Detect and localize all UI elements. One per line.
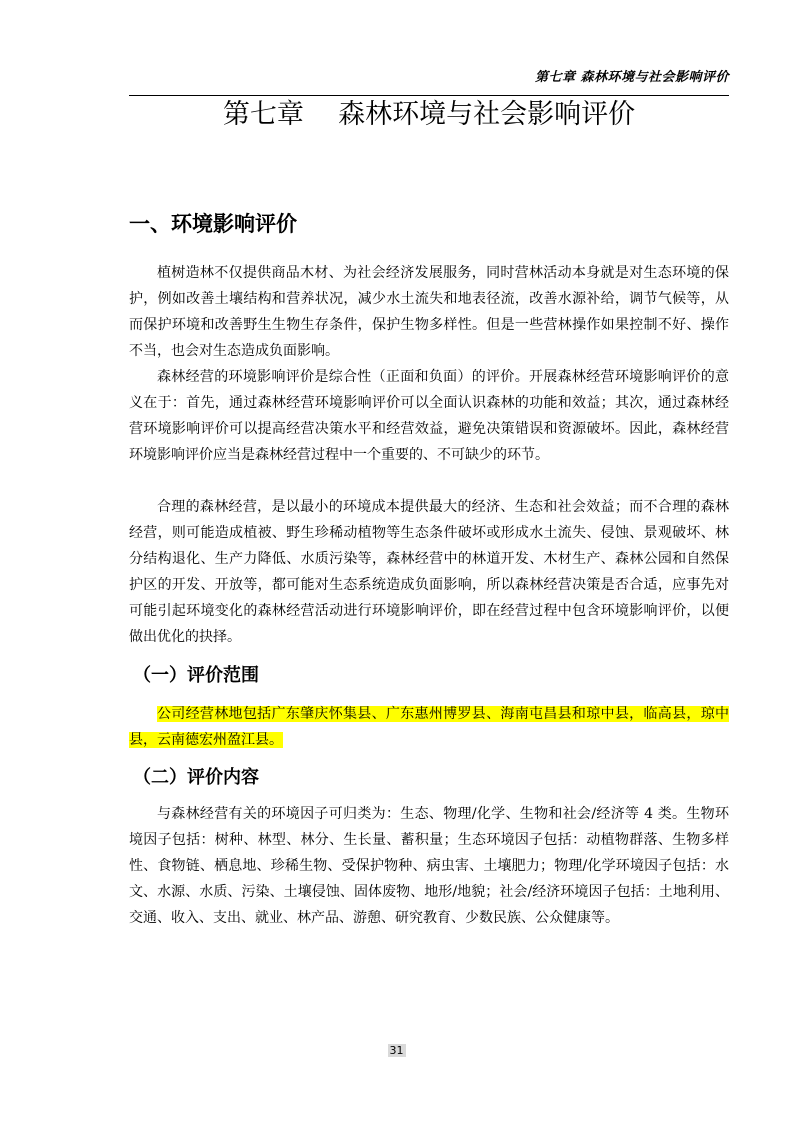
content-paragraph: 与森林经营有关的环境因子可归类为：生态、物理/化学、生物和社会/经济等 4 类。生物环境因子包括：树种、林型、林分、生长量、蓄积量；生态环境因子包括：动植物群落、生物多样性、食物链、栖息地、珍稀生物、受保护物种、病虫害、土壤肥力；物理/化学环境因子包括：水文、水源、水质、污染、土壤侵蚀、固体废物、地形/地貌；社会/经济环境因子包括：土地利用、交通、收入、支出、就业、林产品、游憩、研究教育、少数民族、公众健康等。 <box>129 806 729 926</box>
section-heading: 一、环境影响评价 <box>129 212 297 236</box>
running-header: 第七章 森林环境与社会影响评价 <box>534 70 729 85</box>
page-number-label: 31 <box>389 1044 404 1057</box>
paragraph-3: 合理的森林经营，是以最小的环境成本提供最大的经济、生态和社会效益；而不合理的森林经营，则可能造成植被、野生珍稀动植物等生态条件破坏或形成水土流失、侵蚀、景观破坏、林分结构退化、生产力降低、水质污染等，森林经营中的林道开发、木材生产、森林公园和自然保护区的开发、开放等，都可能对生态系统造成负面影响，所以森林经营决策是否合适，应事先对可能引起环境变化的森林经营活动进行环境影响评价，即在经营过程中包含环境影响评价，以便做出优化的抉择。 <box>129 499 729 645</box>
subsection-heading-scope: （一）评价范围 <box>133 665 259 686</box>
highlighted-scope-text: 公司经营林地包括广东肇庆怀集县、广东惠州博罗县、海南屯昌县和琼中县，临高县，琼中县，云南德宏州盈江县。 <box>129 706 729 748</box>
scope-paragraph <box>129 701 729 753</box>
paragraph-2: 森林经营的环境影响评价是综合性（正面和负面）的评价。开展森林经营环境影响评价的意义在于：首先，通过森林经营环境影响评价可以全面认识森林的功能和效益；其次，通过森林经营环境影响评价可以提高经营决策水平和经营效益，避免决策错误和资源破坏。因此，森林经营环境影响评价应当是森林经营过程中一个重要的、不可缺少的环节。 <box>129 369 729 463</box>
chapter-title: 第七章 森林环境与社会影响评价 <box>222 99 636 130</box>
page-number <box>0 1043 793 1059</box>
paragraph-1: 植树造林不仅提供商品木材、为社会经济发展服务，同时营林活动本身就是对生态环境的保护，例如改善土壤结构和营养状况，减少水土流失和地表径流，改善水源补给，调节气候等，从而保护环境和改善野生生物生存条件，保护生物多样性。但是一些营林操作如果控制不好、操作不当，也会对生态造成负面影响。 <box>129 265 729 359</box>
subsection-heading-content: （二）评价内容 <box>133 767 259 788</box>
